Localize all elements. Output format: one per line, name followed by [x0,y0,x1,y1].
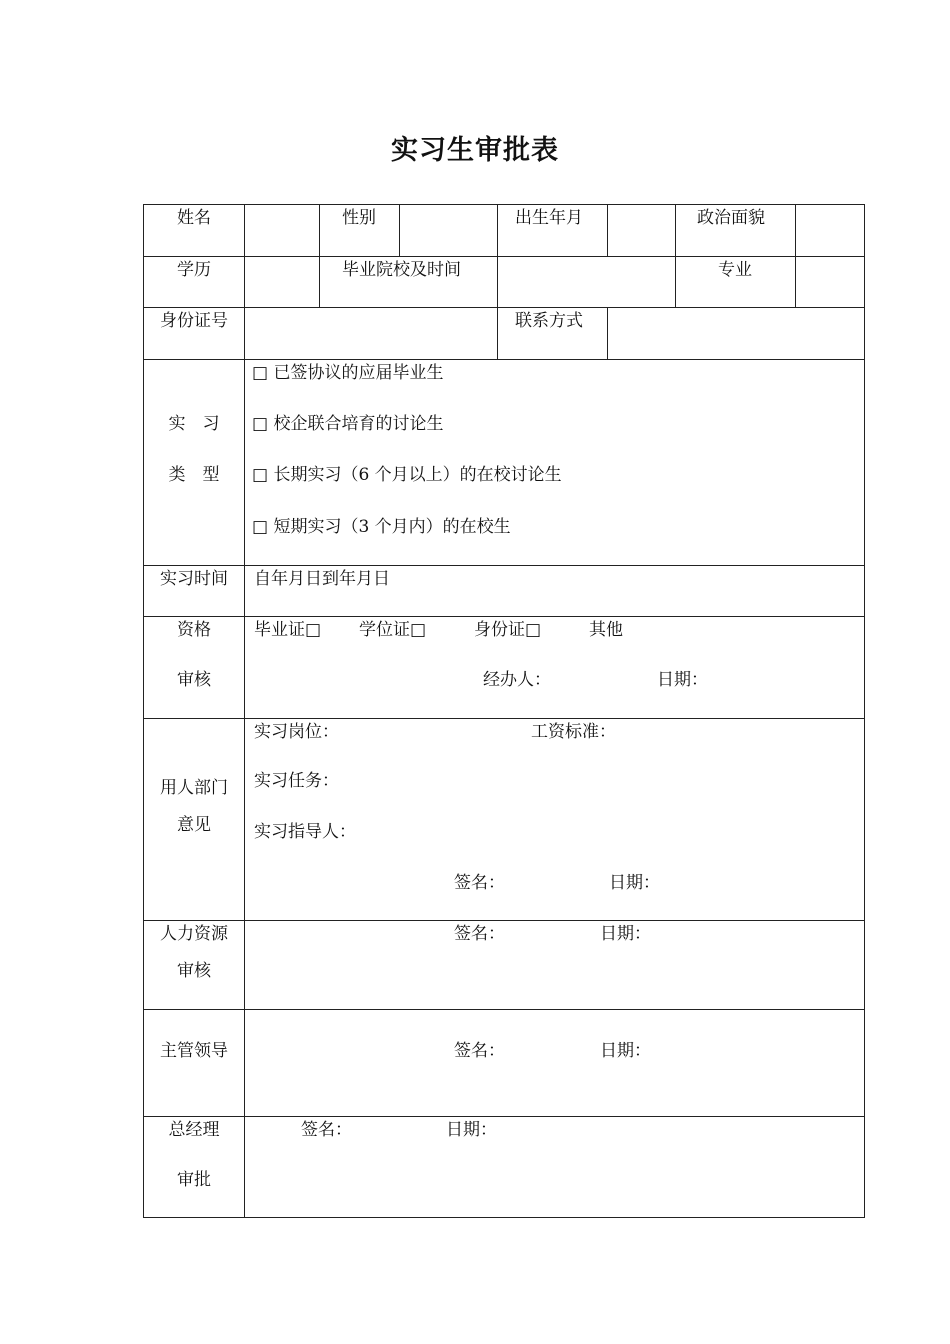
column-divider [607,204,608,257]
position-label: 实习岗位： [254,722,339,742]
supervisor-label: 主管领导 [160,1041,228,1061]
row-divider [143,1009,865,1010]
hr-label-line1: 人力资源 [160,924,228,944]
gm-label-line1: 总经理 [168,1120,220,1140]
name-label: 姓名 [177,208,211,228]
task-label: 实习任务： [254,771,339,791]
column-divider [497,307,498,360]
column-divider [497,204,498,308]
qualification-date-label: 日期： [657,670,708,690]
school-label: 毕业院校及时间 [342,260,461,280]
id-number-label: 身份证号 [160,311,228,331]
column-divider [607,307,608,360]
row-divider [143,718,865,719]
column-divider [675,204,676,308]
department-label-line1: 用人部门 [160,778,228,798]
supervisor-date-label: 日期： [600,1041,651,1061]
column-divider [795,204,796,308]
department-date-label: 日期： [609,873,660,893]
qualification-label-line1: 资格 [177,620,211,640]
hr-label-line2: 审核 [177,961,211,981]
row-divider [143,307,865,308]
gender-label: 性别 [342,208,376,228]
type-label-line2: 类 型 [168,465,220,485]
hr-date-label: 日期： [600,924,651,944]
type-option-long-term[interactable]: □ 长期实习（6 个月以上）的在校讨论生 [252,465,562,485]
period-value: 自年月日到年月日 [254,569,390,589]
contact-label: 联系方式 [515,311,583,331]
diploma-checkbox[interactable]: 毕业证□ [254,620,322,640]
type-label-line1: 实 习 [168,414,220,434]
other-label: 其他 [589,620,623,640]
gm-sign-label: 签名： [301,1120,352,1140]
row-divider [143,359,865,360]
mentor-label: 实习指导人： [254,822,356,842]
row-divider [143,565,865,566]
page-title: 实习生审批表 [391,135,559,166]
column-divider [244,204,245,1218]
type-option-joint-training[interactable]: □ 校企联合培育的讨论生 [252,414,444,434]
department-sign-label: 签名： [454,873,505,893]
row-divider [143,1116,865,1117]
type-option-short-term[interactable]: □ 短期实习（3 个月内）的在校生 [252,517,511,537]
gm-date-label: 日期： [446,1120,497,1140]
column-divider [399,204,400,257]
type-option-signed-graduate[interactable]: □ 已签协议的应届毕业生 [252,363,444,383]
column-divider [319,204,320,308]
approval-form-table [143,204,865,1218]
idcard-checkbox[interactable]: 身份证□ [474,620,542,640]
period-label: 实习时间 [160,569,228,589]
gm-label-line2: 审批 [177,1170,211,1190]
education-label: 学历 [177,260,211,280]
handler-label: 经办人： [483,670,551,690]
department-label-line2: 意见 [177,815,211,835]
politics-label: 政治面貌 [697,208,765,228]
salary-label: 工资标准： [531,722,616,742]
hr-sign-label: 签名： [454,924,505,944]
supervisor-sign-label: 签名： [454,1041,505,1061]
row-divider [143,920,865,921]
row-divider [143,256,865,257]
qualification-label-line2: 审核 [177,670,211,690]
degree-checkbox[interactable]: 学位证□ [359,620,427,640]
row-divider [143,616,865,617]
birth-label: 出生年月 [515,208,583,228]
major-label: 专业 [718,260,752,280]
